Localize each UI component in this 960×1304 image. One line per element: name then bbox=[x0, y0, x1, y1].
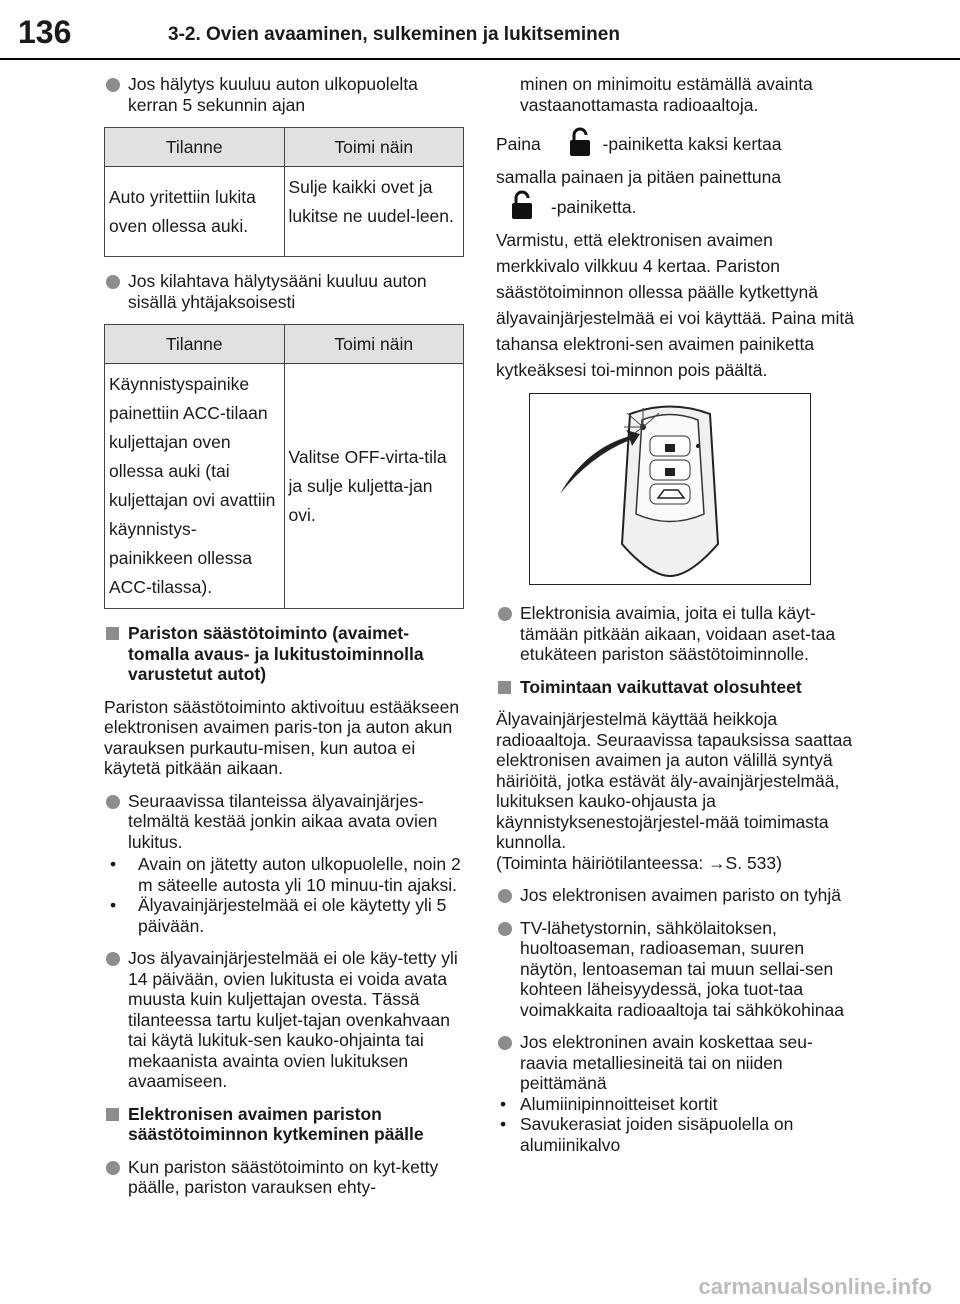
bullet-item: Seuraavissa tilanteissa älyavainjärjes-telmältä kestää jonkin aikaa avata ovien lukitus. bbox=[104, 791, 464, 853]
section-heading: Pariston säästötoiminto (avaimet-tomalla avaus- ja lukitustoiminnolla varustetut autot) bbox=[104, 623, 464, 685]
bullet-item: Jos elektronisen avaimen paristo on tyhjä bbox=[496, 885, 860, 906]
lock-button-icon bbox=[568, 127, 592, 164]
bullet-dot-icon bbox=[106, 78, 120, 92]
lock-button-icon bbox=[510, 190, 534, 227]
paragraph: Varmistu, että elektronisen avaimen merkkivalo vilkkuu 4 kertaa. Pariston säästötoiminnon ollessa päälle kytkettynä älyavainjärjestelmää ei voi käyttää. Paina mitä tahansa elektroni-sen avaimen painiketta kytkeäksesi toi-minnon pois päältä. bbox=[496, 230, 854, 380]
watermark: carmanualsonline.info bbox=[698, 1274, 932, 1299]
square-bullet-icon bbox=[498, 681, 511, 694]
arrow-right-icon: → bbox=[708, 852, 726, 873]
table-cell: Sulje kaikki ovet ja lukitse ne uudel-leen. bbox=[284, 167, 464, 257]
bullet-item: TV-lähetystornin, sähkölaitoksen, huoltoaseman, radioaseman, suuren näytön, lentoaseman tai muun sellai-sen kohteen läheisyydessä, joka tuot-taa voimakkaita radioaaltoja tai sähkökohinaa bbox=[496, 918, 860, 1021]
left-column bbox=[104, 74, 464, 1210]
instruction-line: Paina -painiketta kaksi kertaa bbox=[496, 127, 860, 164]
instruction-line: -painiketta. bbox=[496, 190, 860, 227]
bullet-item: Jos elektroninen avain koskettaa seu-raavia metalliesineitä tai on niiden peittämänä bbox=[496, 1032, 860, 1094]
table-cell: Auto yritettiin lukita oven ollessa auki. bbox=[105, 167, 285, 257]
page-link[interactable]: S. 533) bbox=[725, 852, 782, 873]
bullet-item: Elektronisia avaimia, joita ei tulla käyt-tämään pitkään aikaan, voidaan aset-taa etukäteen pariston säästötoiminnolle. bbox=[496, 603, 860, 665]
paragraph: Älyavainjärjestelmä käyttää heikkoja radioaaltoja. Seuraavissa tapauksissa saattaa elektronisen avaimen ja auton välillä syntyä häiriöitä, jotka estävät äly-avainjärjestelmää, lukituksen kauko-ohjausta ja käynnistyksenestojärjestel-mää toimimasta kunnolla. bbox=[496, 709, 853, 852]
alarm-table-2 bbox=[104, 324, 464, 609]
bullet-dot-icon bbox=[498, 922, 512, 936]
bullet-item: Jos hälytys kuuluu auton ulkopuolelta kerran 5 sekunnin ajan bbox=[104, 74, 464, 115]
sub-item: • Savukerasiat joiden sisäpuolella on alumiinikalvo bbox=[500, 1114, 794, 1155]
header-rule bbox=[0, 58, 960, 60]
alarm-table-1 bbox=[104, 127, 464, 257]
table-header: Tilanne bbox=[105, 325, 285, 364]
section-heading: Toimintaan vaikuttavat olosuhteet bbox=[496, 677, 860, 698]
paragraph: Pariston säästötoiminto aktivoituu estääkseen elektronisen avaimen paris-ton ja auton akun varauksen purkautu-misen, kun autoa ei käytetä pitkään aikaan. bbox=[104, 696, 460, 778]
electronic-key-illustration bbox=[529, 393, 811, 585]
table-cell: Käynnistyspainike painettiin ACC-tilaan kuljettajan oven ollessa auki (tai kuljettajan ovi avattiin käynnistys-painikkeen ollessa ACC-tilassa). bbox=[105, 364, 285, 609]
instruction-line: samalla painaen ja pitäen painettuna bbox=[496, 167, 782, 187]
bullet-item: Kun pariston säästötoiminto on kyt-ketty päälle, pariston varauksen ehty- bbox=[104, 1157, 464, 1198]
section-title: 3-2. Ovien avaaminen, sulkeminen ja lukitseminen bbox=[168, 24, 620, 45]
section-heading: Elektronisen avaimen pariston säästötoiminnon kytkeminen päälle bbox=[104, 1104, 464, 1145]
bullet-dot-icon bbox=[106, 1161, 120, 1175]
bullet-dot-icon bbox=[498, 889, 512, 903]
bullet-item: Jos älyavainjärjestelmää ei ole käy-tetty yli 14 päivään, ovien lukitusta ei voida avata muusta kuin kuljettajan ovesta. Tässä tilanteessa tartu kuljet-tajan ovenkahvaan tai käytä lukituk-sen kauko-ohjainta tai mekaanista avainta ovien lukituksen avaamiseen. bbox=[104, 948, 464, 1092]
right-column bbox=[496, 74, 860, 1155]
square-bullet-icon bbox=[106, 627, 119, 640]
sub-item: • Alumiinipinnoitteiset kortit bbox=[500, 1093, 718, 1114]
table-header: Toimi näin bbox=[284, 128, 464, 167]
sub-item: • Älyavainjärjestelmää ei ole käytetty yli 5 päivään. bbox=[110, 895, 447, 936]
bullet-dot-icon bbox=[106, 795, 120, 809]
bullet-dot-icon bbox=[106, 275, 120, 289]
table-cell: Valitse OFF-virta-tila ja sulje kuljetta-jan ovi. bbox=[284, 364, 464, 609]
bullet-dot-icon bbox=[106, 952, 120, 966]
page-number: 136 bbox=[18, 14, 72, 50]
bullet-item: Jos kilahtava hälytysääni kuuluu auton sisällä yhtäjaksoisesti bbox=[104, 271, 464, 312]
cross-reference: (Toiminta häiriötilanteessa: →S. 533) bbox=[496, 852, 782, 873]
bullet-dot-icon bbox=[498, 1036, 512, 1050]
sub-item: • Avain on jätetty auton ulkopuolelle, noin 2 m säteelle autosta yli 10 minuu-tin ajaksi. bbox=[110, 854, 461, 895]
table-header: Tilanne bbox=[105, 128, 285, 167]
paragraph: minen on minimoitu estämällä avainta vastaanottamasta radioaaltoja. bbox=[520, 74, 813, 115]
table-header: Toimi näin bbox=[284, 325, 464, 364]
square-bullet-icon bbox=[106, 1108, 119, 1121]
bullet-dot-icon bbox=[498, 607, 512, 621]
